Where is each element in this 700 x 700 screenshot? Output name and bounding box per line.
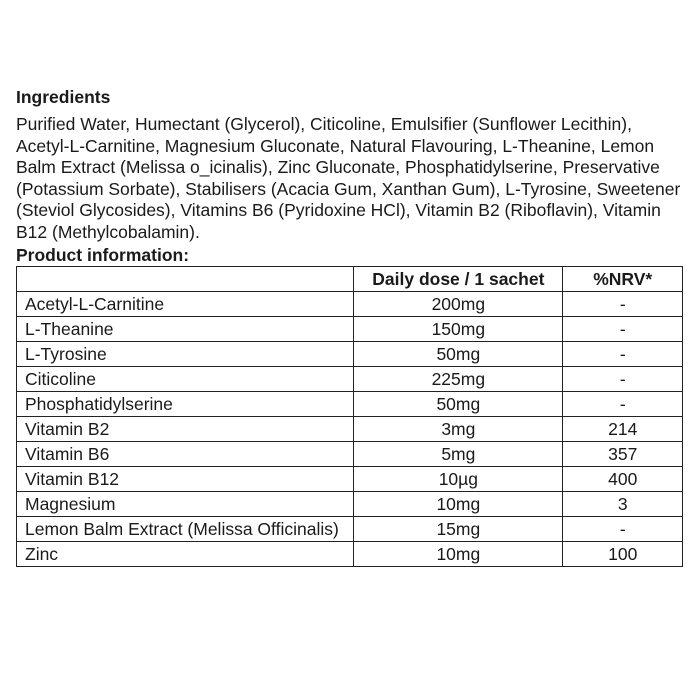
daily-dose-value: 15mg	[354, 516, 563, 541]
daily-dose-value: 3mg	[354, 416, 563, 441]
table-row	[17, 291, 683, 316]
daily-dose-value: 10mg	[354, 491, 563, 516]
daily-dose-value: 150mg	[354, 316, 563, 341]
column-header-nrv: %NRV*	[563, 266, 683, 291]
table-row	[17, 541, 683, 566]
nutrient-name: Lemon Balm Extract (Melissa Officinalis)	[17, 516, 354, 541]
daily-dose-value: 50mg	[354, 341, 563, 366]
nrv-value: 400	[563, 466, 683, 491]
nutrient-name: Vitamin B6	[17, 441, 354, 466]
daily-dose-value: 10µg	[354, 466, 563, 491]
nutrient-name: Citicoline	[17, 366, 354, 391]
column-header-daily-dose: Daily dose / 1 sachet	[354, 266, 563, 291]
table-row	[17, 516, 683, 541]
column-header-nutrient	[17, 266, 354, 291]
daily-dose-value: 50mg	[354, 391, 563, 416]
nutrient-name: Phosphatidylserine	[17, 391, 354, 416]
document-content	[16, 86, 684, 567]
nutrient-name: Magnesium	[17, 491, 354, 516]
nutrient-name: Vitamin B2	[17, 416, 354, 441]
product-information-heading: Product information:	[16, 244, 190, 265]
nrv-value: -	[563, 341, 683, 366]
table-row	[17, 491, 683, 516]
nutrient-name: Acetyl-L-Carnitine	[17, 291, 354, 316]
nrv-value: 100	[563, 541, 683, 566]
nutrient-name: Vitamin B12	[17, 466, 354, 491]
nrv-value: 214	[563, 416, 683, 441]
ingredients-text: Purified Water, Humectant (Glycerol), Citicoline, Emulsifier (Sunflower Lecithin), Acetyl-L-Carnitine, Magnesium Gluconate, Natural Flavouring, L-Theanine, Lemon Balm Extract (Melissa o_icinalis), Zinc Gluconate, Phosphatidylserine, Preservative (Potassium Sorbate), Stabilisers (Acacia Gum, Xanthan Gum), L-Tyrosine, Sweetener (Steviol Glycosides), Vitamins B6 (Pyridoxine HCl), Vitamin B2 (Riboflavin), Vitamin B12 (Methylcobalamin).	[16, 114, 681, 242]
table-body	[17, 291, 683, 566]
nutrient-name: Zinc	[17, 541, 354, 566]
table-row	[17, 366, 683, 391]
nrv-value: -	[563, 366, 683, 391]
nutrient-name: L-Tyrosine	[17, 341, 354, 366]
table-row	[17, 341, 683, 366]
table-header	[17, 266, 683, 291]
nrv-value: 3	[563, 491, 683, 516]
table-row	[17, 466, 683, 491]
table-row	[17, 391, 683, 416]
ingredients-heading: Ingredients	[16, 87, 111, 107]
table-row	[17, 316, 683, 341]
nrv-value: -	[563, 391, 683, 416]
daily-dose-value: 5mg	[354, 441, 563, 466]
daily-dose-value: 200mg	[354, 291, 563, 316]
nrv-value: 357	[563, 441, 683, 466]
nrv-value: -	[563, 291, 683, 316]
nrv-value: -	[563, 516, 683, 541]
daily-dose-value: 10mg	[354, 541, 563, 566]
table-header-row	[17, 266, 683, 291]
daily-dose-value: 225mg	[354, 366, 563, 391]
nrv-value: -	[563, 316, 683, 341]
product-information-table	[16, 266, 683, 567]
table-row	[17, 441, 683, 466]
nutrient-name: L-Theanine	[17, 316, 354, 341]
table-row	[17, 416, 683, 441]
